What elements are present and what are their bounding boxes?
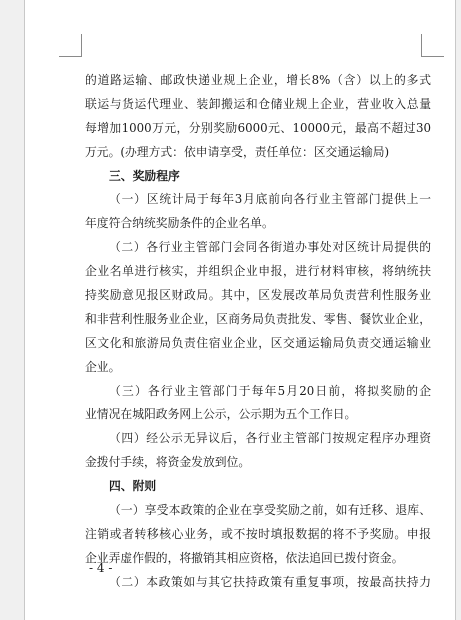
text-line: （二）本政策如与其它扶持政策有重复事项，按最高扶持力 — [109, 574, 431, 589]
text-line: 企业名单进行核实，并组织企业申报，进行材料审核，将纳统扶 — [85, 264, 431, 279]
text-line: 和非营利性服务业企业，区商务局负责批发、零售、餐饮业企业， — [85, 311, 431, 326]
section-heading: 三、奖励程序 — [109, 168, 180, 183]
text-line: （三）各行业主管部门于每年5月20日前，将拟奖励的企 — [109, 383, 431, 398]
text-line: 每增加1000万元，分别奖励6000元、10000元，最高不超过30 — [85, 120, 431, 135]
text-line: （四）经公示无异议后，各行业主管部门按规定程序办理资 — [109, 431, 431, 446]
section-heading: 四、附则 — [109, 479, 157, 494]
crop-mark-top-left — [59, 34, 82, 57]
text-line: 企业。 — [85, 359, 121, 374]
page-number: - 4 - — [89, 561, 113, 575]
text-line: 业情况在城阳政务网上公示，公示期为五个工作日。 — [85, 407, 357, 422]
text-line: 企业弄虚作假的，将撤销其相应资格，依法追回已拨付资金。 — [85, 550, 404, 565]
text-line: 金拨付手续，将资金发放到位。 — [85, 455, 251, 470]
crop-mark-top-right — [421, 34, 444, 57]
text-line: （一）区统计局于每年3月底前向各行业主管部门提供上一 — [109, 192, 431, 207]
text-line: 年度符合纳统奖励条件的企业名单。 — [85, 216, 274, 231]
text-line: （二）各行业主管部门会同各街道办事处对区统计局提供的 — [109, 240, 431, 255]
text-line: 持奖励意见报区财政局。其中，区发展改革局负责营利性服务业 — [85, 288, 431, 303]
text-line: （一）享受本政策的企业在享受奖励之前，如有迁移、退库、 — [109, 503, 431, 518]
text-line: 注销或者转移核心业务，或不按时填报数据的将不予奖励。申报 — [85, 526, 431, 541]
text-line: 的道路运输、邮政快递业规上企业，增长8%（含）以上的多式 — [85, 73, 431, 87]
text-line: 联运与货运代理业、装卸搬运和仓储业规上企业，营业收入总量 — [85, 96, 431, 111]
document-body — [85, 69, 431, 595]
text-line: 区文化和旅游局负责住宿业企业，区交通运输局负责交通运输业 — [85, 335, 431, 350]
document-page — [24, 0, 456, 620]
text-line: 万元。(办理方式：依申请享受，责任单位：区交通运输局) — [85, 144, 390, 159]
